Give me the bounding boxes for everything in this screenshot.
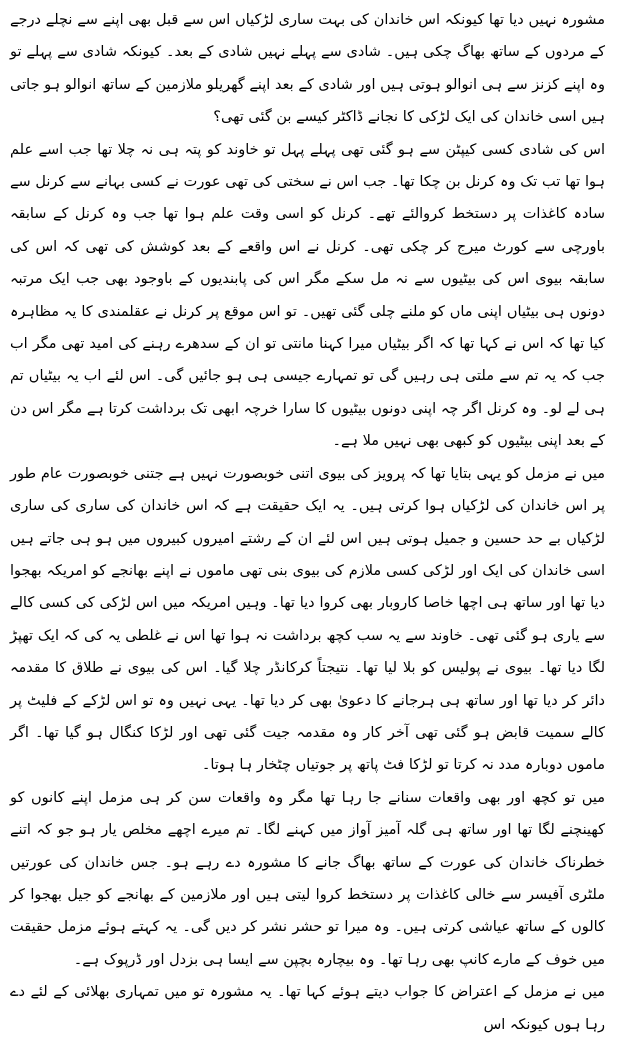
paragraph-3: میں نے مزمل کو یہی بتایا تھا کہ پرویز کی بیوی اتنی خوبصورت نہیں ہے جتنی خوبصورت عام طور پر اس خاندان کی لڑکیاں ہوا کرتی ہیں۔ یہ ایک حقیقت ہے کہ اس خاندان کی ساری کی ساری لڑکیاں بے حد حسین و جمیل ہوتی ہیں اس لئے ان کے رشتے امیروں کبیروں میں ہو ہی جاتے ہیں اسی خاندان کی ایک اور لڑکی کسی ملازم کی بیوی بنی تھی ماموں نے اپنے بھانجے کو امریکہ بھجوا دیا تھا اور ساتھ ہی اچھا خاصا کاروبار بھی کروا دیا تھا۔ وہیں امریکہ میں اس لڑکی کی کسی کالے سے یاری ہو گئی تھی۔ خاوند سے یہ سب کچھ برداشت نہ ہوا تھا اس نے غلطی یہ کی کہ ایک تھپڑ لگا دیا تھا۔ بیوی نے پولیس کو بلا لیا تھا۔ نتیجتاً کرکانڈر چلا گیا۔ اس کی بیوی نے طلاق کا مقدمہ دائر کر دیا تھا اور ساتھ ہی ہرجانے کا دعویٰ بھی کر دیا تھا۔ یہی نہیں وہ تو اس لڑکے کے فلیٹ پر کالے سمیت قابض ہو گئی تھی آخر کار وہ مقدمہ جیت گئی تھی اور لڑکا کنگال ہو گیا تھا۔ اگر ماموں دوبارہ مدد نہ کرتا تو لڑکا فٹ پاتھ پر جوتیاں چٹخار ہا ہوتا۔ <box>10 465 605 774</box>
paragraph-4: میں تو کچھ اور بھی واقعات سنانے جا رہا تھا مگر وہ واقعات سن کر ہی مزمل اپنے کانوں کو کھینچنے لگا تھا اور ساتھ ہی گلہ آمیز آواز میں کہنے لگا۔ تم میرے اچھے مخلص یار ہو جو کہ اتنے خطرناک خاندان کی عورت کے ساتھ بھاگ جانے کا مشورہ دے رہے ہو۔ جس خاندان کی عورتیں ملٹری آفیسر سے خالی کاغذات پر دستخط کروا لیتی ہیں اور ملازمین کے بھانجے کو جیل بھجوا کر کالوں کے ساتھ عیاشی کرتی ہیں۔ وہ میرا تو حشر نشر کر دیں گی۔ یہ کہتے ہوئے مزمل حقیقت میں خوف کے مارے کانپ بھی رہا تھا۔ وہ بیچارہ بچپن سے ایسا ہی بزدل اور ڈرپوک ہے۔ <box>10 789 605 968</box>
paragraph-1: مشورہ نہیں دیا تھا کیونکہ اس خاندان کی بہت ساری لڑکیاں اس سے قبل بھی اپنے سے نچلے درجے کے مردوں کے ساتھ بھاگ چکی ہیں۔ شادی سے پہلے نہیں شادی کے بعد۔ کیونکہ شادی سے پہلے تو وہ اپنے کزنز سے ہی انوالو ہوتی ہیں اور شادی کے بعد اپنے گھریلو ملازمین کے ساتھ انوالو ہو جاتی ہیں اسی خاندان کی ایک لڑکی کا نجانے ڈاکٹر کیسے بن گئی تھی؟ <box>10 12 605 126</box>
paragraph-2: اس کی شادی کسی کیپٹن سے ہو گئی تھی پہلے پہل تو خاوند کو پتہ ہی نہ چلا تھا جب اسے علم ہوا تھا تب تک وہ کرنل بن چکا تھا۔ جب اس نے سختی کی تھی عورت نے کسی بہانے سے کرنل سے سادہ کاغذات پر دستخط کروالئے تھے۔ کرنل کو اسی وقت علم ہوا تھا جب وہ کرنل کے سابقہ باورچی سے کورٹ میرج کر چکی تھی۔ کرنل نے اس واقعے کے بعد کوشش کی تھی کہ اس کی سابقہ بیوی اس کی بیٹیوں سے نہ مل سکے مگر اس کی پابندیوں کے باوجود بھی جب ایک مرتبہ دونوں ہی بیٹیاں اپنی ماں کو ملنے چلی گئی تھیں۔ تو اس موقع پر کرنل نے عقلمندی کا یہ مظاہرہ کیا تھا کہ اس نے کہا تھا کہ اگر بیٹیاں میرا کہنا مانتی تو ان کے سدھرے رہنے کی امید تھی مگر اب جب کہ یہ تم سے ملتی ہی رہیں گی تو تمہارے جیسی ہی ہو جائیں گی۔ اس لئے اب یہ بیٹیاں تم ہی لے لو۔ وہ کرنل اگر چہ اپنی دونوں بیٹیوں کا سارا خرچہ ابھی تک برداشت کرتا ہے مگر اس دن کے بعد اپنی بیٹیوں کو کبھی بھی نہیں ملا ہے۔ <box>10 141 605 450</box>
paragraph-5: میں نے مزمل کے اعتراض کا جواب دیتے ہوئے کہا تھا۔ یہ مشورہ تو میں تمہاری بھلائی کے لئے دے رہا ہوں کیونکہ اس <box>10 984 605 1033</box>
